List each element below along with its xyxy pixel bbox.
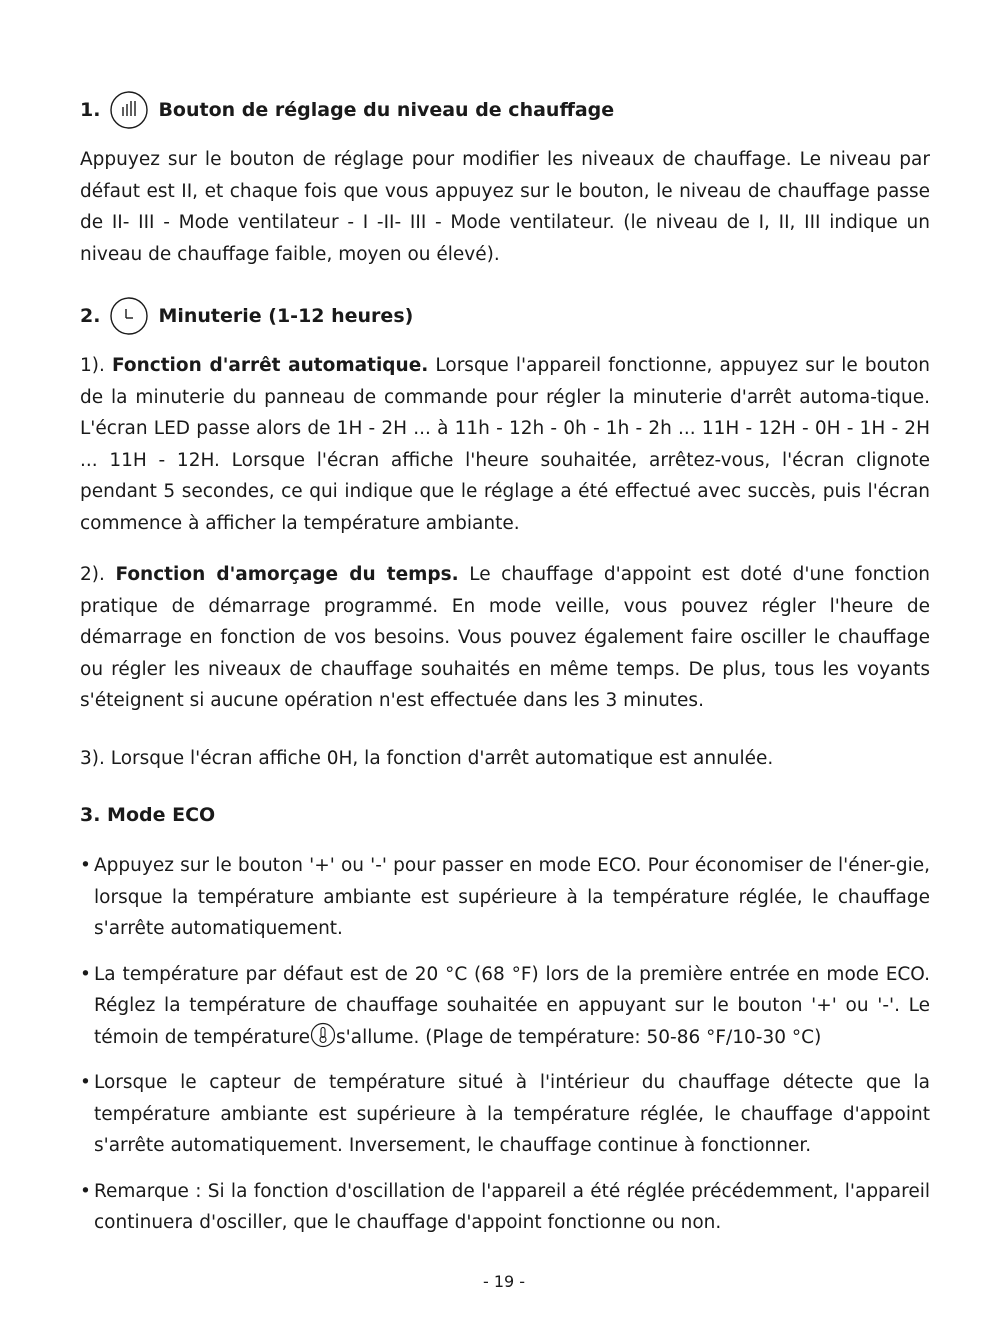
section-3-title: 3. Mode ECO [80, 804, 216, 826]
bullet-item-4 [80, 1176, 930, 1239]
section-2-number: 2. [80, 305, 101, 327]
bullet-dot: • [80, 1180, 91, 1202]
bullet-item-3 [80, 1067, 930, 1162]
bullet-3-text: Lorsque le capteur de température situé à l'intérieur du chauffage détecte que la température ambiante est supérieure à la température réglée, le chauffage d'appoint s'arrête automatiquement. Inversement, le chauffage continue à fonctionner. [94, 1072, 930, 1156]
p2-prefix: 2). [80, 564, 116, 585]
p2-text: Le chauffage d'appoint est doté d'une fonction pratique de démarrage programmé. En mode veille, vous pouvez régler l'heure de démarrage en fonction de vos besoins. Vous pouvez également faire osciller le chauffage ou régler les niveaux de chauffage souhaités en même temps. De plus, tous les voyants s'éteignent si aucune opération n'est effectuée dans les 3 minutes. [80, 564, 930, 711]
section-1-text: Appuyez sur le bouton de réglage pour modifier les niveaux de chauffage. Le niveau par défaut est II, et chaque fois que vous appuyez sur le bouton, le niveau de chauffage passe de II- III - Mode ventilateur - I -II- III - Mode ventilateur. (le niveau de I, II, III indique un niveau de chauffage faible, moyen ou élevé). [80, 149, 930, 265]
section-2-paragraph-1 [80, 350, 930, 539]
bullet-2-text-after: s'allume. (Plage de température: 50-86 °F/10-30 °C) [336, 1026, 822, 1048]
thermometer-icon [310, 1022, 336, 1048]
bullet-dot: • [80, 1072, 91, 1093]
bullet-4-text: Remarque : Si la fonction d'oscillation de l'appareil a été réglée précédemment, l'appareil continuera d'osciller, que le chauffage d'appoint fonctionne ou non. [94, 1180, 930, 1233]
section-2-title: Minuterie (1-12 heures) [158, 305, 414, 327]
bullet-dot: • [80, 855, 91, 876]
bullet-2-text-before: La température par défaut est de 20 °C (68 °F) lors de la première entrée en mode ECO. Réglez la température de chauffage souhaitée en appuyant sur le bouton '+' ou '-'. Le témoin de température [94, 963, 930, 1048]
p1-text: Lorsque l'appareil fonctionne, appuyez sur le bouton de la minuterie du panneau de commande pour régler la minuterie d'arrêt automa-tique. L'écran LED passe alors de 1H - 2H ... à 11h - 12h - 0h - 1h - 2h ... 11H - 12H - 0H - 1H - 2H ... 11H - 12H. Lorsque l'écran affiche l'heure souhaitée, arrêtez-vous, l'écran clignote pendant 5 secondes, ce qui indique que le réglage a été effectué avec succès, puis l'écran commence à afficher la température ambiante. [80, 355, 931, 534]
p2-bold-label: Fonction d'amorçage du temps. [115, 564, 459, 585]
section-1-number: 1. [80, 99, 101, 121]
bullet-dot: • [80, 963, 91, 985]
page-number: - 19 - [482, 1272, 526, 1291]
p1-bold-label: Fonction d'arrêt automatique. [111, 355, 429, 376]
p1-prefix: 1). [80, 355, 112, 376]
bullet-item-2 [80, 959, 930, 1054]
bullet-item-1 [80, 850, 930, 945]
timer-icon [108, 295, 150, 337]
section-1-heading [80, 88, 930, 132]
page-content [80, 88, 930, 1239]
section-2-paragraph-2 [80, 559, 930, 717]
section-2-paragraph-3: 3). Lorsque l'écran affiche 0H, la fonction d'arrêt automatique est annulée. [80, 747, 774, 769]
section-2-heading [80, 294, 930, 338]
section-1-title: Bouton de réglage du niveau de chauffage [158, 99, 615, 121]
heat-level-icon [108, 89, 150, 131]
bullet-1-text: Appuyez sur le bouton '+' ou '-' pour passer en mode ECO. Pour économiser de l'éner-gie, lorsque la température ambiante est supérieure à la température réglée, le chauffage s'arrête automatiquement. [94, 855, 930, 939]
